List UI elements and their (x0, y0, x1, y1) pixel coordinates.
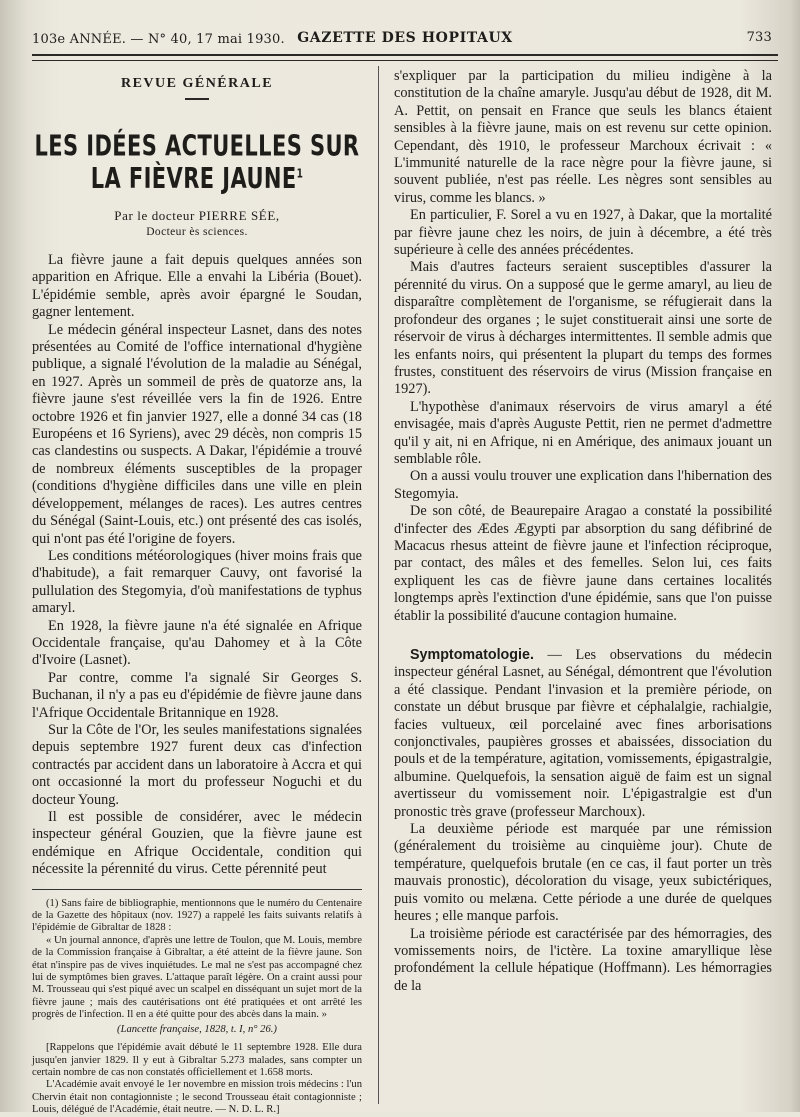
footnote: « Un journal annonce, d'après une lettre de Toulon, que M. Louis, membre de la Commission française à Gibraltar, a été atteint de la fièvre jaune. Son état n'inspire pas de vives inquiétudes. Le mal ne s'est pas accompagné chez lui de symptômes bien graves. L'attaque paraît légère. On a craint aussi pour M. Trousseau qui s'est piqué avec un scalpel en disséquant un sujet mort de la fièvre jaune ; mais des cautérisations ont été pratiquées et ont arrêté les progrès de l'infection. Il en a été quitte pour des abcès dans la main. » (32, 934, 362, 1021)
title-footnote-ref: 1 (296, 167, 304, 182)
right-column (394, 68, 772, 995)
issue-info: 103e ANNÉE. — N° 40, 17 mai 1930. (32, 32, 285, 47)
paragraph: L'hypothèse d'animaux réservoirs de virus amaryl a été envisagée, mais d'après Auguste Pettit, rien ne permet d'admettre qu'il y ait, ni en Afrique, ni en Amérique, des animaux jouant un semblable rôle. (394, 398, 772, 467)
paragraph: La troisième période est caractérisée par des hémorragies, des vomissements noirs, de l'ictère. La toxine amaryllique lèse profondément la cellule hépatique (Hoffmann). Les hémorragies de la (394, 925, 772, 994)
author-line: Par le docteur PIERRE SÉE, (114, 208, 280, 223)
rubric-rule (185, 98, 209, 100)
page-number: 733 (746, 30, 772, 45)
paragraph: De son côté, de Beaurepaire Aragao a constaté la possibilité d'infecter des Ædes Ægypti par absorption du sang défibriné de Macacus rhesus atteint de fièvre jaune et l'infection réciproque, par contact, des mâles et des femelles. Selon lui, ces faits expliquent les cas de fièvre jaune dans certaines localités longtemps après l'extinction d'une épidémie, sans que l'on puisse établir la possibilité d'aucune contagion humaine. (394, 503, 772, 624)
footnote: L'Académie avait envoyé le 1er novembre en mission trois médecins : l'un Chervin était non contagionniste ; le second Trousseau était contagionniste ; Louis, délégué de l'Académie, était neutre. — N. D. L. R.] (32, 1079, 362, 1116)
rubric-title: REVUE GÉNÉRALE (120, 76, 274, 91)
section-heading: Symptomatologie. (410, 647, 534, 663)
running-header (32, 26, 778, 54)
footnote-citation: (Lancette française, 1828, t. I, n° 26.) (117, 1023, 277, 1035)
footnote: [Rappelons que l'épidémie avait débuté le 11 septembre 1928. Elle dura jusqu'en janvier 1829. Il y eut à Gibraltar 5.273 malades, sans compter un certain nombre de cas non constatés officiellement et 1.658 morts. (32, 1042, 362, 1078)
paragraph: Mais d'autres facteurs seraient susceptibles d'assurer la pérennité du virus. On a supposé que le germe amaryl, au lieu de disparaître complètement de l'organisme, se réfugierait dans la profondeur des organes ; le sujet constituerait ainsi une sorte de réservoir de virus à décharges intermittentes. Il semble admis que les enfants noirs, qui présentent la plupart du temps des formes frustes, constituent des réservoirs de virus (Mission française en 1927). (394, 259, 772, 398)
column-divider (378, 66, 379, 1104)
paragraph: Le médecin général inspecteur Lasnet, dans des notes présentées au Comité de l'office international d'hygiène publique, a signalé l'évolution de la maladie au Sénégal, en 1927. Après un sommeil de près de quatorze ans, la fièvre jaune s'est réveillée vers la fin de 1926. Entre octobre 1926 et fin janvier 1927, elle a donné 34 cas (18 Européens et 16 Syriens), avec 29 décès, non compris 15 cas clandestins ou suspects. A Dakar, l'épidémie a trouvé de nombreux éléments susceptibles de la propager (conditions d'hygiène difficiles dans une ville en plein développement, mélanges de races). Les autres centres du Sénégal (Saint-Louis, etc.) ont présenté des cas isolés, qui n'ont pas été l'origine de foyers. (32, 321, 362, 547)
section-paragraph: Symptomatologie. — Les observations du médecin inspecteur général Lasnet, au Sénégal, démontrent que l'évolution a été classique. Pendant l'invasion et la première période, on constate un début brusque par fièvre et céphalalgie, rachialgie, facies vultueux, œil porcelainé avec fines arborisations conjonctivales, paupières grosses et abaissées, dissociation du pouls et de la température, agitation, vomissements, épigastralgie, albumine. Quelquefois, la sensation aiguë de faim est un signal avertisseur du vomissement noir. L'épigastralgie est d'un pronostic très grave (professeur Marchoux). (394, 647, 772, 820)
paragraph: En particulier, F. Sorel a vu en 1927, à Dakar, que la mortalité par fièvre jaune chez les noirs, de juin à décembre, a été très supérieure à celle des années précédentes. (394, 207, 772, 259)
footnote: (1) Sans faire de bibliographie, mentionnons que le numéro du Centenaire de la Gazette des hôpitaux (nov. 1927) a rappelé les faits suivants relatifs à l'épidémie de Gibraltar de 1828 : (32, 897, 362, 934)
paragraph: Les conditions météorologiques (hiver moins frais que d'habitude), a fait remarquer Cauvy, ont favorisé la pullulation des Stegomyia, d'où manifestations de typhus amaryl. (32, 547, 362, 617)
paragraph: La deuxième période est marquée par une rémission (généralement du troisième au cinquième jour). Chute de température, quelquefois brutale (en ce cas, il faut porter un très mauvais pronostic), décoloration du visage, yeux subictériques, puis vomito ou melæna. Cette période a une durée de quelques heures ; elle manque parfois. (394, 821, 772, 925)
footnote-rule (32, 889, 362, 890)
article-title-text: LES IDÉES ACTUELLES SUR LA FIÈVRE JAUNE (34, 130, 360, 195)
paragraph: Sur la Côte de l'Or, les seules manifestations signalées depuis septembre 1927 furent deux cas d'infection contractés par accident dans un laboratoire à Accra et qui ont occasionné la mort du professeur Noguchi et du docteur Young. (32, 721, 362, 808)
paragraph: En 1928, la fièvre jaune n'a été signalée en Afrique Occidentale française, qu'au Dahomey et à la Côte d'Ivoire (Lasnet). (32, 617, 362, 669)
left-column (32, 66, 362, 1117)
paragraph: La fièvre jaune a fait depuis quelques années son apparition en Afrique. Elle a envahi la Libéria (Bouet). L'épidémie semble, après avoir épargné le Soudan, gagner lentement. (32, 252, 362, 321)
article-title (32, 130, 362, 195)
paragraph: On a aussi voulu trouver une explication dans l'hibernation des Stegomyia. (394, 468, 772, 502)
paragraph: s'expliquer par la participation du milieu indigène à la constitution de la chaîne amaryle. Jusqu'au début de 1928, dit M. A. Pettit, on pensait en France que seuls les blancs étaient sensibles à la fièvre jaune, mais on est revenu sur cette opinion. Cependant, dès 1910, le professeur Marchoux écrivait : « L'immunité naturelle de la race nègre pour la fièvre jaune, si souvent publiée, n'est pas réelle. Les nègres sont sensibles au virus, comme les blancs. » (394, 68, 772, 206)
paragraph: Par contre, comme l'a signalé Sir Georges S. Buchanan, il n'y a pas eu d'épidémie de fièvre jaune dans l'Afrique Occidentale Britannique en 1928. (32, 669, 362, 721)
paragraph: Il est possible de considérer, avec le médecin inspecteur général Gouzien, que la fièvre jaune est endémique en Afrique Occidentale, condition qui nécessite la pérennité du virus. Cette pérennité peut (32, 809, 362, 878)
header-rule (32, 54, 778, 61)
journal-name: GAZETTE DES HOPITAUX (297, 30, 513, 46)
author-title: Docteur ès sciences. (146, 226, 248, 238)
